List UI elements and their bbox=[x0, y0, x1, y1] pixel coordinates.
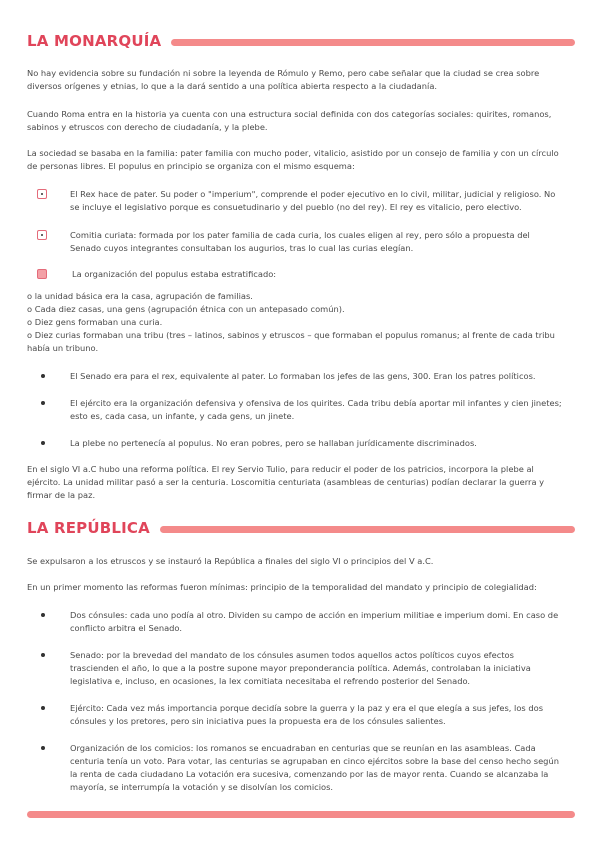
footer-divider bbox=[27, 811, 575, 818]
section-title: LA REPÚBLICA bbox=[27, 519, 150, 537]
bullet-icon bbox=[41, 746, 45, 750]
paragraph: La sociedad se basaba en la familia: pater familia con mucho poder, vitalicio, asistido por un consejo de familia y con un círculo de personas libres. El populus en principio se organiza con el mismo esquema: bbox=[27, 148, 559, 171]
checkbox-text: El Rex hace de pater. Su poder o "imperium", comprende el poder ejecutivo en lo civil, militar, judicial y religioso. No se incluye el legislativo porque es consuetudinario y del pueblo (no del rey). El rey es vitalicio, pero electivo. bbox=[70, 189, 556, 212]
bullet-icon bbox=[41, 441, 45, 445]
checkbox-icon bbox=[37, 230, 47, 240]
checkbox-icon bbox=[37, 269, 47, 279]
bullet-text: La plebe no pertenecía al populus. No eran pobres, pero se hallaban jurídicamente discriminados. bbox=[70, 438, 477, 448]
list-item: o Diez curias formaban una tribu (tres – latinos, sabinos y etruscos – que formaban el populus romanus; al frente de cada tribu había un tribuno. bbox=[27, 330, 555, 353]
bullet-text: El ejército era la organización defensiva y ofensiva de los quirites. Cada tribu debía aportar mil infantes y cien jinetes; esto es, cada casa, un infante, y cada gens, un jinete. bbox=[70, 398, 562, 421]
bullet-icon bbox=[41, 706, 45, 710]
header-divider bbox=[160, 526, 575, 533]
bullet-icon bbox=[41, 653, 45, 657]
header-divider bbox=[171, 39, 575, 46]
checkbox-text: La organización del populus estaba estratificado: bbox=[72, 269, 277, 279]
checkbox-icon bbox=[37, 189, 47, 199]
paragraph: Se expulsaron a los etruscos y se instauró la República a finales del siglo VI o principios del V a.C. bbox=[27, 556, 434, 566]
bullet-text: Organización de los comicios: los romanos se encuadraban en centurias que se reunían en las asambleas. Cada centuria tenía un voto. Para votar, las centurias se agrupaban en cinco ejércitos sobre la base del censo hecho según la renta de cada ciudadano La votación era sucesiva, comenzando por las de mayor renta. Cuando se alcanzaba la mayoría, se interrumpía la votación y se disolvían los comicios. bbox=[70, 743, 559, 792]
bullet-text: Ejército: Cada vez más importancia porque decidía sobre la guerra y la paz y era el que elegía a sus jefes, los dos cónsules y los pretores, pero sin iniciativa pues la propuesta era de los cónsules salientes. bbox=[70, 703, 544, 726]
section-title: LA MONARQUÍA bbox=[27, 32, 162, 50]
bullet-text: El Senado era para el rex, equivalente al pater. Lo formaban los jefes de las gens, 300. Eran los patres políticos. bbox=[70, 371, 536, 381]
list-item: o Cada diez casas, una gens (agrupación étnica con un antepasado común). bbox=[27, 304, 345, 314]
bullet-text: Dos cónsules: cada uno podía al otro. Dividen su campo de acción en imperium militiae e imperium domi. En caso de conflicto arbitra el Senado. bbox=[70, 610, 559, 633]
bullet-icon bbox=[41, 613, 45, 617]
list-item: o la unidad básica era la casa, agrupación de familias. bbox=[27, 291, 253, 301]
paragraph: En el siglo VI a.C hubo una reforma política. El rey Servio Tulio, para reducir el poder de los patricios, incorpora la plebe al ejército. La unidad militar pasó a ser la centuria. Loscomitia centuriata (asambleas de centurias) podían declarar la guerra y firmar de la paz. bbox=[27, 464, 545, 500]
section-header-monarquia bbox=[27, 32, 575, 50]
bullet-icon bbox=[41, 401, 45, 405]
list-item: o Diez gens formaban una curia. bbox=[27, 317, 163, 327]
paragraph: Cuando Roma entra en la historia ya cuenta con una estructura social definida con dos categorías sociales: quirites, romanos, sabinos y etruscos con derecho de ciudadanía, y la plebe. bbox=[27, 109, 552, 132]
checkbox-text: Comitia curiata: formada por los pater familia de cada curia, los cuales eligen al rey, pero sólo a propuesta del Senado cuyos integrantes consultaban los augurios, tras lo cual las curias elegían. bbox=[70, 230, 530, 253]
bullet-text: Senado: por la brevedad del mandato de los cónsules asumen todos aquellos actos políticos cuyos efectos trascienden el año, lo que a la postre supone mayor preponderancia política. Además, controlaban la iniciativa legislativa e, incluso, en ocasiones, la lex comitiata necesitaba el refrendo posterior del Senado. bbox=[70, 650, 531, 686]
paragraph: No hay evidencia sobre su fundación ni sobre la leyenda de Rómulo y Remo, pero cabe señalar que la ciudad se crea sobre diversos orígenes y etnias, lo que a la dará sentido a una política abierta respecto a la ciudadanía. bbox=[27, 68, 540, 91]
section-header-republica bbox=[27, 519, 575, 537]
paragraph: En un primer momento las reformas fueron mínimas: principio de la temporalidad del mandato y principio de colegialidad: bbox=[27, 582, 537, 592]
bullet-icon bbox=[41, 374, 45, 378]
